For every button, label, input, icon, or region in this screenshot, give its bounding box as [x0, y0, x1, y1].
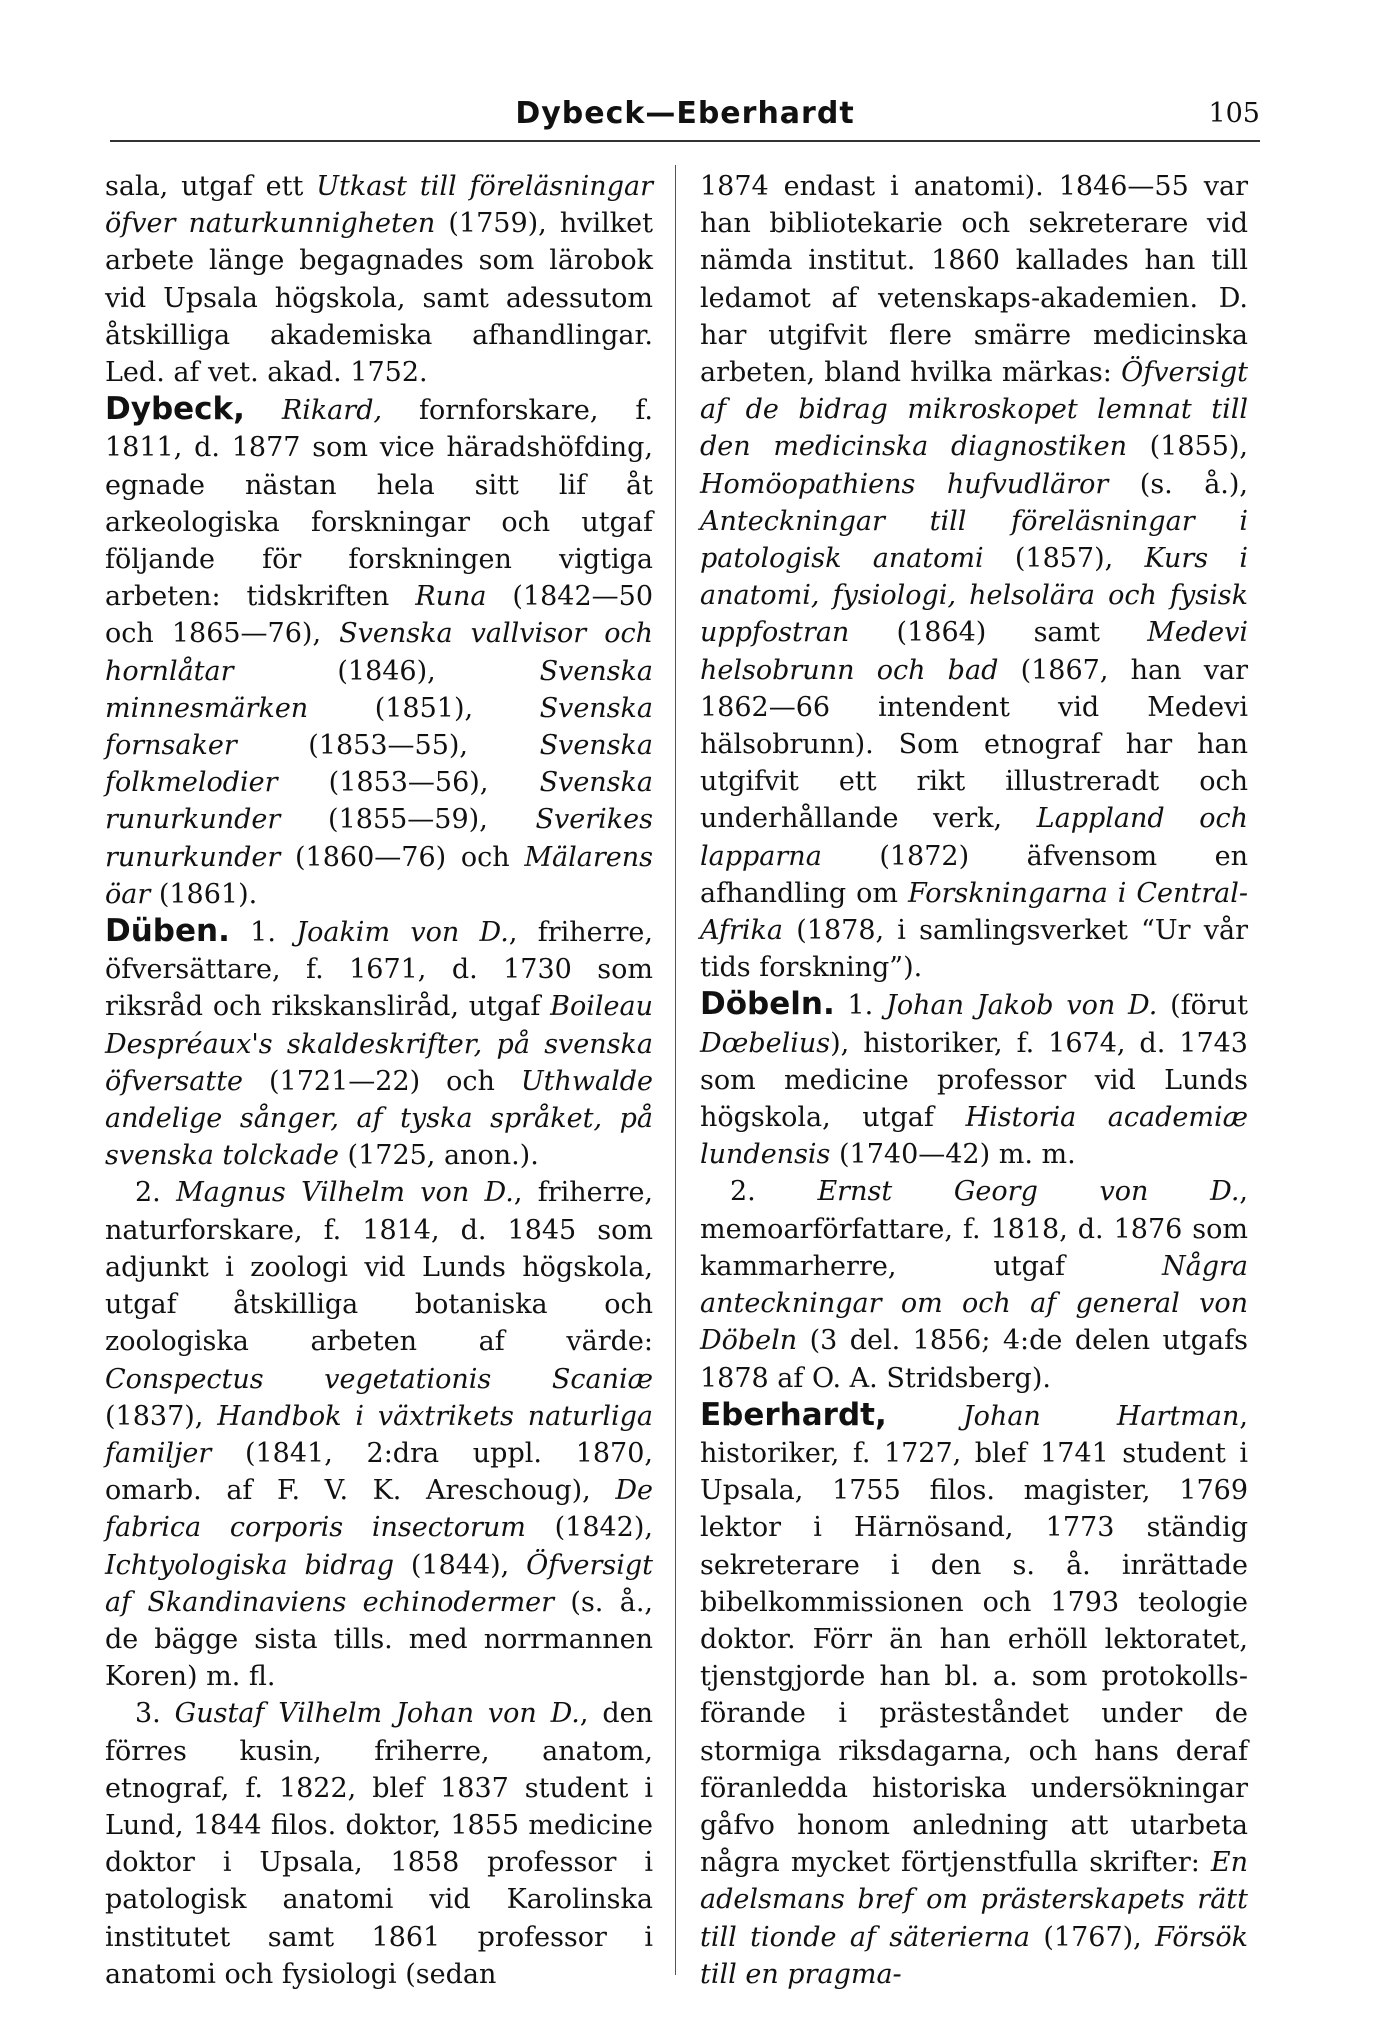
- work-title: En adelsmans bref om prästerskapets rätt till tionde af säterierna: [700, 1847, 1248, 1953]
- work-title: Sverikes runurkunder: [105, 804, 653, 873]
- text: (1842—50 och 1865—76),: [105, 581, 654, 650]
- work-title: Historia academiæ lundensis: [700, 1102, 1248, 1171]
- text: , historiker, f. 1727, blef 1741 student i Upsala, 1755 filos. magister, 1769 lektor i Härnösand, 1773 ständig sekreterare i den s. å. inrättade bibelkommissionen och 1793 teologie doktor. Förr än han erhöll lektoratet, tjenstgjorde han bl. a. som protokolls-förande i prästeståndet under de stormiga riksdagarna, och hans deraf föranledda historiska undersökningar gåfvo honom anledning att utarbeta några mycket förtjenstfulla skrifter:: [700, 1400, 1248, 1879]
- work-title: Svenska folkmelodier: [105, 730, 653, 799]
- text: (1759), hvilket arbete länge begagnades som lärobok vid Upsala högskola, samt adessutom åtskilliga akademiska afhandlingar. Led. af vet. akad. 1752.: [105, 208, 653, 389]
- text: (s. å., de bägge sista tills. med norrmannen Koren) m. fl.: [105, 1586, 654, 1693]
- text: (1740—42) m. m.: [830, 1139, 1076, 1171]
- text: (1853—55),: [236, 730, 540, 762]
- text: 3.: [135, 1698, 175, 1730]
- work-title: Conspectus vegetationis Scaniæ: [105, 1363, 653, 1395]
- person-name: Ernst Georg von D.: [817, 1176, 1240, 1208]
- sub-entry-magnus: [105, 1174, 653, 1695]
- person-name: Joakim von D.: [296, 917, 509, 949]
- right-column: [700, 168, 1248, 1993]
- work-title: Forskningarna i Central-Afrika: [700, 877, 1249, 947]
- text: (1725, anon.).: [338, 1140, 539, 1172]
- text: (1867, han var 1862—66 intendent vid Medevi hälsobrunn). Som etnograf har han utgifvit ett rikt illustreradt och underhållande verk,: [700, 654, 1248, 835]
- column-divider: [675, 165, 676, 1975]
- work-title: Mälarens öar: [105, 841, 653, 910]
- text: (förut: [1157, 990, 1248, 1022]
- work-title: De fabrica corporis insectorum: [105, 1475, 653, 1544]
- text: , friherre, öfversättare, f. 1671, d. 1730 som riksråd och rikskansliråd, utgaf: [105, 917, 653, 1023]
- text: fornforskare, f. 1811, d. 1877 som vice häradshöfding, egnade nästan hela sitt lif åt arkeologiska forskningar och utgaf följande för forskningen vigtiga arbeten: tidskriften: [105, 395, 653, 613]
- entry-duben: [105, 913, 653, 1174]
- text: (1864) samt: [849, 617, 1148, 649]
- work-title: Ichtyologiska bidrag: [105, 1549, 395, 1581]
- text: (1872) äfvensom en afhandling om: [700, 840, 1248, 909]
- page-header: [110, 96, 1260, 136]
- text: (1721—22) och: [243, 1065, 521, 1097]
- work-title: Öfversigt af Skandinaviens echinodermer: [105, 1549, 654, 1618]
- work-title: Runa: [415, 581, 487, 613]
- text: (1841, 2:dra uppl. 1870, omarb. af F. V. K. Areschoug),: [105, 1437, 653, 1507]
- text: [887, 1401, 963, 1432]
- text: , memoarförfattare, f. 1818, d. 1876 som kammarherre, utgaf: [700, 1176, 1248, 1282]
- work-title: Anteckningar till föreläsningar i patologisk anatomi: [700, 505, 1248, 575]
- person-name: Rikard,: [281, 395, 383, 427]
- text: (1857),: [983, 543, 1145, 575]
- header-rule: [110, 140, 1260, 142]
- text: (1851),: [308, 692, 540, 724]
- text: sala, utgaf ett: [105, 171, 317, 202]
- person-name: Johan Hartman: [962, 1400, 1240, 1432]
- work-title: Några anteckningar om och af general von Döbeln: [700, 1250, 1248, 1357]
- work-title: Svenska runurkunder: [105, 767, 653, 836]
- work-title: Svenska minnesmärken: [105, 655, 653, 724]
- work-title: Boileau Despréaux's skaldeskrifter, på svenska öfversatte: [105, 991, 653, 1097]
- work-title: Utkast till föreläsningar öfver naturkunnigheten: [105, 171, 653, 240]
- entry-headword: Düben.: [105, 913, 230, 950]
- text: (1842),: [525, 1512, 653, 1544]
- work-title: Kurs i anatomi, fysiologi, helsolära och fysisk uppfostran: [700, 543, 1249, 649]
- work-title: Homöopathiens hufvudläror: [700, 468, 1109, 500]
- sub-entry-ernst: [700, 1173, 1248, 1396]
- left-column: [105, 168, 653, 1993]
- text: ), historiker, f. 1674, d. 1743 som medicine professor vid Lunds högskola, utgaf: [700, 1027, 1248, 1134]
- person-name: Gustaf Vilhelm Johan von D.: [174, 1698, 580, 1730]
- work-title: Uthwalde andelige sånger, af tyska språket, på svenska tolckade: [105, 1065, 653, 1172]
- text: , den förres kusin, friherre, anatom, etnograf, f. 1822, blef 1837 student i Lund, 1844 filos. doktor, 1855 medicine doktor i Upsala, 1858 professor i patologisk anatomi vid Karolinska institutet samt 1861 professor i anatomi och fysiologi (sedan: [105, 1698, 653, 1990]
- text: (3 del. 1856; 4:de delen utgafs 1878 af O. A. Stridsberg).: [700, 1325, 1248, 1394]
- text: 2.: [730, 1176, 818, 1208]
- text: , friherre, naturforskare, f. 1814, d. 1845 som adjunkt i zoologi vid Lunds högskola, utgaf åtskilliga botaniska och zoologiska arbeten af värde:: [105, 1177, 653, 1358]
- text: 2.: [135, 1177, 177, 1209]
- work-title: Försök till en pragma-: [700, 1921, 1248, 1990]
- text: (1855),: [1126, 431, 1248, 463]
- text: 1874 endast i anatomi). 1846—55 var han bibliotekarie och sekreterare vid nämda institut. 1860 kallades han till ledamot af vetenskaps-akademien. D. har utgifvit flere smärre medicinska arbeten, bland hvilka märkas:: [700, 171, 1248, 389]
- text: 1.: [229, 917, 297, 949]
- entry-continuation: [700, 168, 1248, 986]
- entry-eberhardt: [700, 1397, 1248, 1993]
- page-number: 105: [1208, 98, 1260, 129]
- work-title: Öfversigt af de bidrag mikroskopet lemnat till den medicinska diagnostiken: [700, 357, 1248, 463]
- entry-headword: Döbeln.: [700, 986, 835, 1023]
- text: [245, 395, 282, 426]
- person-name: Magnus Vilhelm von D.: [176, 1177, 514, 1209]
- running-title: Dybeck—Eberhardt: [515, 96, 855, 131]
- text: (1853—56),: [277, 767, 540, 799]
- text: (1844),: [394, 1549, 527, 1581]
- entry-dobeln: [700, 986, 1248, 1173]
- work-title: Medevi helsobrunn och bad: [700, 617, 1248, 686]
- text: (1767),: [1030, 1921, 1156, 1953]
- person-name: Johan Jakob von D.: [886, 990, 1158, 1022]
- entry-headword: Eberhardt,: [700, 1396, 887, 1433]
- person-name: Dœbelius: [700, 1027, 831, 1059]
- work-title: Handbok i växtrikets naturliga familjer: [105, 1400, 653, 1469]
- work-title: Svenska vallvisor och hornlåtar: [105, 618, 653, 687]
- entry-headword: Dybeck,: [105, 391, 245, 428]
- work-title: Svenska fornsaker: [105, 692, 653, 762]
- entry-dybeck: [105, 391, 653, 913]
- text: (s. å.),: [1108, 468, 1248, 500]
- entry-continuation: [105, 168, 653, 391]
- text: (1861).: [150, 878, 258, 910]
- text: (1860—76) och: [280, 841, 525, 873]
- text: (1855—59),: [280, 804, 536, 836]
- text: 1.: [834, 990, 887, 1022]
- text: (1878, i samlingsverket “Ur vår tids forskning”).: [700, 915, 1248, 984]
- sub-entry-gustaf: [105, 1695, 653, 1993]
- text: (1837),: [105, 1400, 218, 1432]
- work-title: Lappland och lapparna: [700, 803, 1248, 872]
- text: (1846),: [233, 655, 540, 687]
